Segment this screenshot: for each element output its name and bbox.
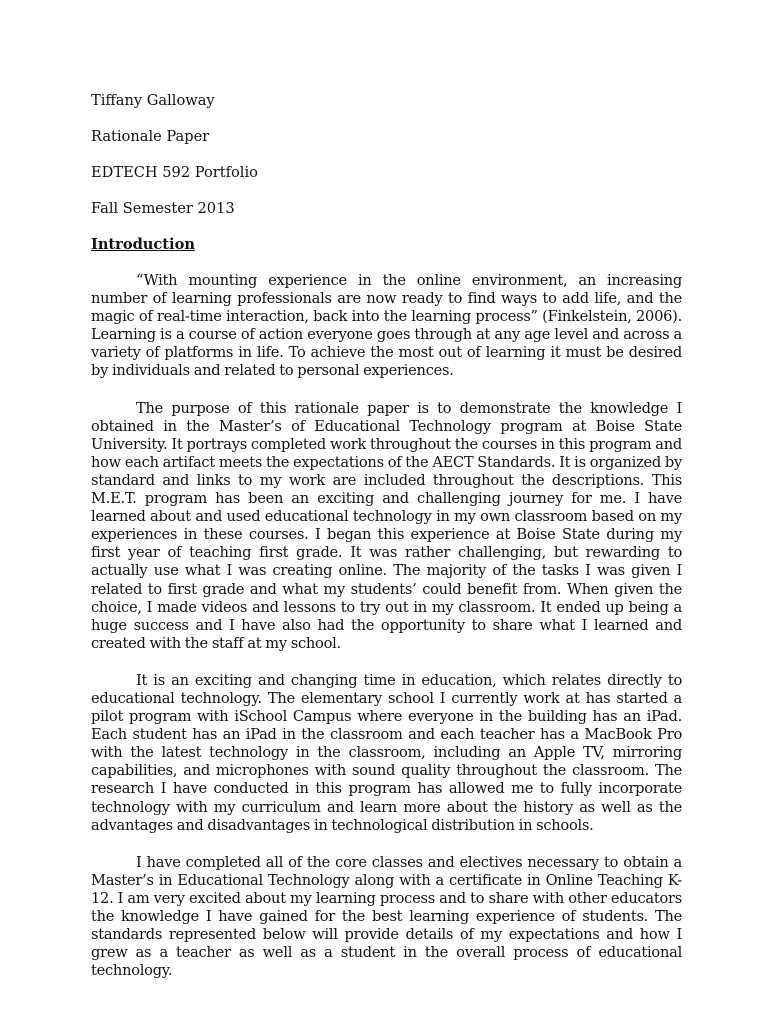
paragraph-4: I have completed all of the core classes and electives necessary to obtain a Master’s in Educational Technology along with a certificate in Online Teaching K-12. I am very excited about my learning process and to share with other educators the knowledge I have gained for the best learning experience of students. The standards represented below will provide details of my expectations and how I grew as a teacher as well as a student in the overall process of educational technology. xyxy=(91,853,682,980)
paragraph-2: The purpose of this rationale paper is to demonstrate the knowledge I obtained in the Master’s of Educational Technology program at Boise State University. It portrays completed work throughout the courses in this program and how each artifact meets the expectations of the AECT Standards. It is organized by standard and links to my work are included throughout the descriptions. This M.E.T. program has been an exciting and challenging journey for me. I have learned about and used educational technology in my own classroom based on my experiences in these courses. I began this experience at Boise State during my first year of teaching first grade. It was rather challenging, but rewarding to actually use what I was creating online. The majority of the tasks I was given I related to first grade and what my students’ could benefit from. When given the choice, I made videos and lessons to try out in my classroom. It ended up being a huge success and I have also had the opportunity to share what I learned and created with the staff at my school. xyxy=(91,399,682,652)
section-heading-introduction: Introduction xyxy=(91,236,195,253)
paragraph-1: “With mounting experience in the online environment, an increasing number of learning professionals are now ready to find ways to add life, and the magic of real-time interaction, back into the learning process” (Finkelstein, 2006). Learning is a course of action everyone goes through at any age level and across a variety of platforms in life. To achieve the most out of learning it must be desired by individuals and related to personal experiences. xyxy=(91,272,682,380)
paragraph-3: It is an exciting and changing time in education, which relates directly to educational technology. The elementary school I currently work at has started a pilot program with iSchool Campus where everyone in the building has an iPad. Each student has an iPad in the classroom and each teacher has a MacBook Pro with the latest technology in the classroom, including an Apple TV, mirroring capabilities, and microphones with sound quality throughout the classroom. The research I have conducted in this program has allowed me to fully incorporate technology with my curriculum and learn more about the history as well as the advantages and disadvantages in technological distribution in schools. xyxy=(91,671,682,834)
semester: Fall Semester 2013 xyxy=(91,200,235,217)
author-name: Tiffany Galloway xyxy=(91,92,215,109)
document-type: Rationale Paper xyxy=(91,128,210,145)
course-title: EDTECH 592 Portfolio xyxy=(91,164,258,181)
